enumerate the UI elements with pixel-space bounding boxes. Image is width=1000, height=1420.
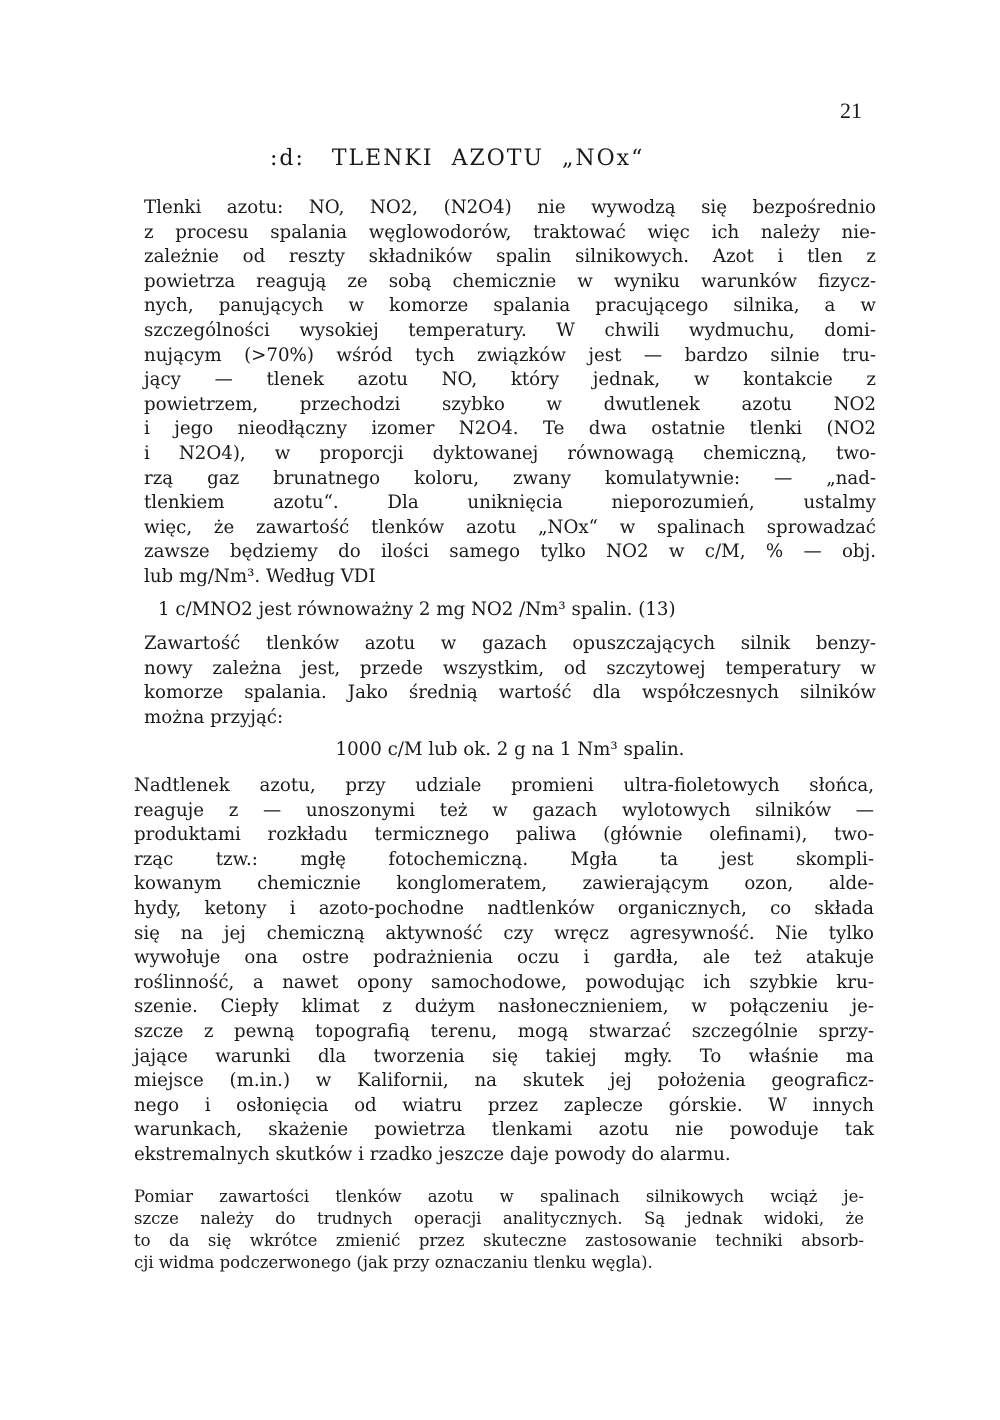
sec1-line: powietrzem, przechodzi szybko w dwutlenek azotu NO2 <box>144 393 876 415</box>
sec3-line: produktami rozkładu termicznego paliwa (głównie olefinami), two- <box>134 824 874 846</box>
sec3-line: szenie. Ciepły klimat z dużym nasłonecznieniem, w połączeniu je- <box>134 996 874 1018</box>
section-1-text <box>144 196 876 590</box>
formula-1 <box>144 598 876 623</box>
sec3-line: nego i osłonięcia od wiatru przez zaplecze górskie. W innych <box>134 1094 874 1116</box>
sec1-line: szczególności wysokiej temperatury. W chwili wydmuchu, domi- <box>144 319 876 341</box>
section-2-text <box>144 632 876 730</box>
sec2-line: komorze spalania. Jako średnią wartość dla współczesnych silników <box>144 682 876 704</box>
formula-1-line: 1 c/MNO2 jest równoważny 2 mg NO2 /Nm³ spalin. (13) <box>158 599 676 620</box>
section-title: :d: TLENKI AZOTU „NOx“ <box>270 146 645 171</box>
sec1-line: powietrza reagują ze sobą chemicznie w wyniku warunków fizycz- <box>144 270 876 292</box>
sec1-line: i jego nieodłączny izomer N2O4. Te dwa ostatnie tlenki (NO2 <box>144 418 876 440</box>
sec3-line: miejsce (m.in.) w Kalifornii, na skutek jej położenia geograficz- <box>134 1070 874 1092</box>
note-line: cji widma podczerwonego (jak przy oznaczaniu tlenku węgla). <box>134 1253 653 1272</box>
sec1-line: więc, że zawartość tlenków azotu „NOx“ w spalinach sprowadzać <box>144 516 876 538</box>
footnote-text <box>134 1186 864 1274</box>
sec3-line: szcze z pewną topografią terenu, mogą stwarzać szczególnie sprzy- <box>134 1020 874 1042</box>
sec3-line: reaguje z — unoszonymi też w gazach wylotowych silników — <box>134 799 874 821</box>
sec1-line: nującym (>70%) wśród tych związków jest — bardzo silnie tru- <box>144 344 876 366</box>
sec3-line: ekstremalnych skutków i rzadko jeszcze daje powody do alarmu. <box>134 1143 731 1165</box>
formula-2 <box>144 738 876 763</box>
note-line: Pomiar zawartości tlenków azotu w spalinach silnikowych wciąż je- <box>134 1187 864 1206</box>
sec1-line: Tlenki azotu: NO, NO2, (N2O4) nie wywodzą się bezpośrednio <box>144 197 876 218</box>
sec1-line: jący — tlenek azotu NO, który jednak, w kontakcie z <box>144 369 876 391</box>
sec1-line: i N2O4), w proporcji dyktowanej równowagą chemiczną, two- <box>144 442 876 464</box>
sec3-line: jające warunki dla tworzenia się takiej mgły. To właśnie ma <box>134 1045 874 1067</box>
sec1-line: lub mg/Nm³. Według VDI <box>144 565 376 587</box>
sec2-line: Zawartość tlenków azotu w gazach opuszczających silnik benzy- <box>144 633 876 654</box>
page-number: 21 <box>840 98 862 123</box>
section-3-text <box>134 774 874 1168</box>
sec2-line: nowy zależna jest, przede wszystkim, od szczytowej temperatury w <box>144 657 876 679</box>
sec1-line: zależnie od reszty składników spalin silnikowych. Azot i tlen z <box>144 246 876 268</box>
sec1-line: tlenkiem azotu“. Dla uniknięcia nieporozumień, ustalmy <box>144 492 876 514</box>
sec3-line: rząc tzw.: mgłę fotochemiczną. Mgła ta jest skompli- <box>134 848 874 870</box>
sec1-line: nych, panujących w komorze spalania pracującego silnika, a w <box>144 295 876 317</box>
sec1-line: zawsze będziemy do ilości samego tylko NO2 w c/M, % — obj. <box>144 541 876 563</box>
sec3-line: kowanym chemicznie konglomeratem, zawierającym ozon, alde- <box>134 873 874 895</box>
formula-2-line: 1000 c/M lub ok. 2 g na 1 Nm³ spalin. <box>335 739 685 760</box>
note-line: szcze należy do trudnych operacji analitycznych. Są jednak widoki, że <box>134 1209 864 1228</box>
sec3-line: się na jej chemiczną aktywność czy wręcz agresywność. Nie tylko <box>134 922 874 944</box>
sec1-line: rzą gaz brunatnego koloru, zwany komulatywnie: — „nad- <box>144 467 876 489</box>
note-line: to da się wkrótce zmienić przez skuteczne zastosowanie techniki absorb- <box>134 1231 864 1250</box>
sec1-line: z procesu spalania węglowodorów, traktować więc ich należy nie- <box>144 221 876 243</box>
sec3-line: Nadtlenek azotu, przy udziale promieni ultra-fioletowych słońca, <box>134 775 874 796</box>
sec3-line: wywołuje ona ostre podrażnienia oczu i gardła, ale też atakuje <box>134 947 874 969</box>
sec2-line: można przyjąć: <box>144 706 284 728</box>
sec3-line: hydy, ketony i azoto-pochodne nadtlenków organicznych, co składa <box>134 897 874 919</box>
sec3-line: roślinność, a nawet opony samochodowe, powodując ich szybkie kru- <box>134 971 874 993</box>
sec3-line: warunkach, skażenie powietrza tlenkami azotu nie powoduje tak <box>134 1119 874 1141</box>
